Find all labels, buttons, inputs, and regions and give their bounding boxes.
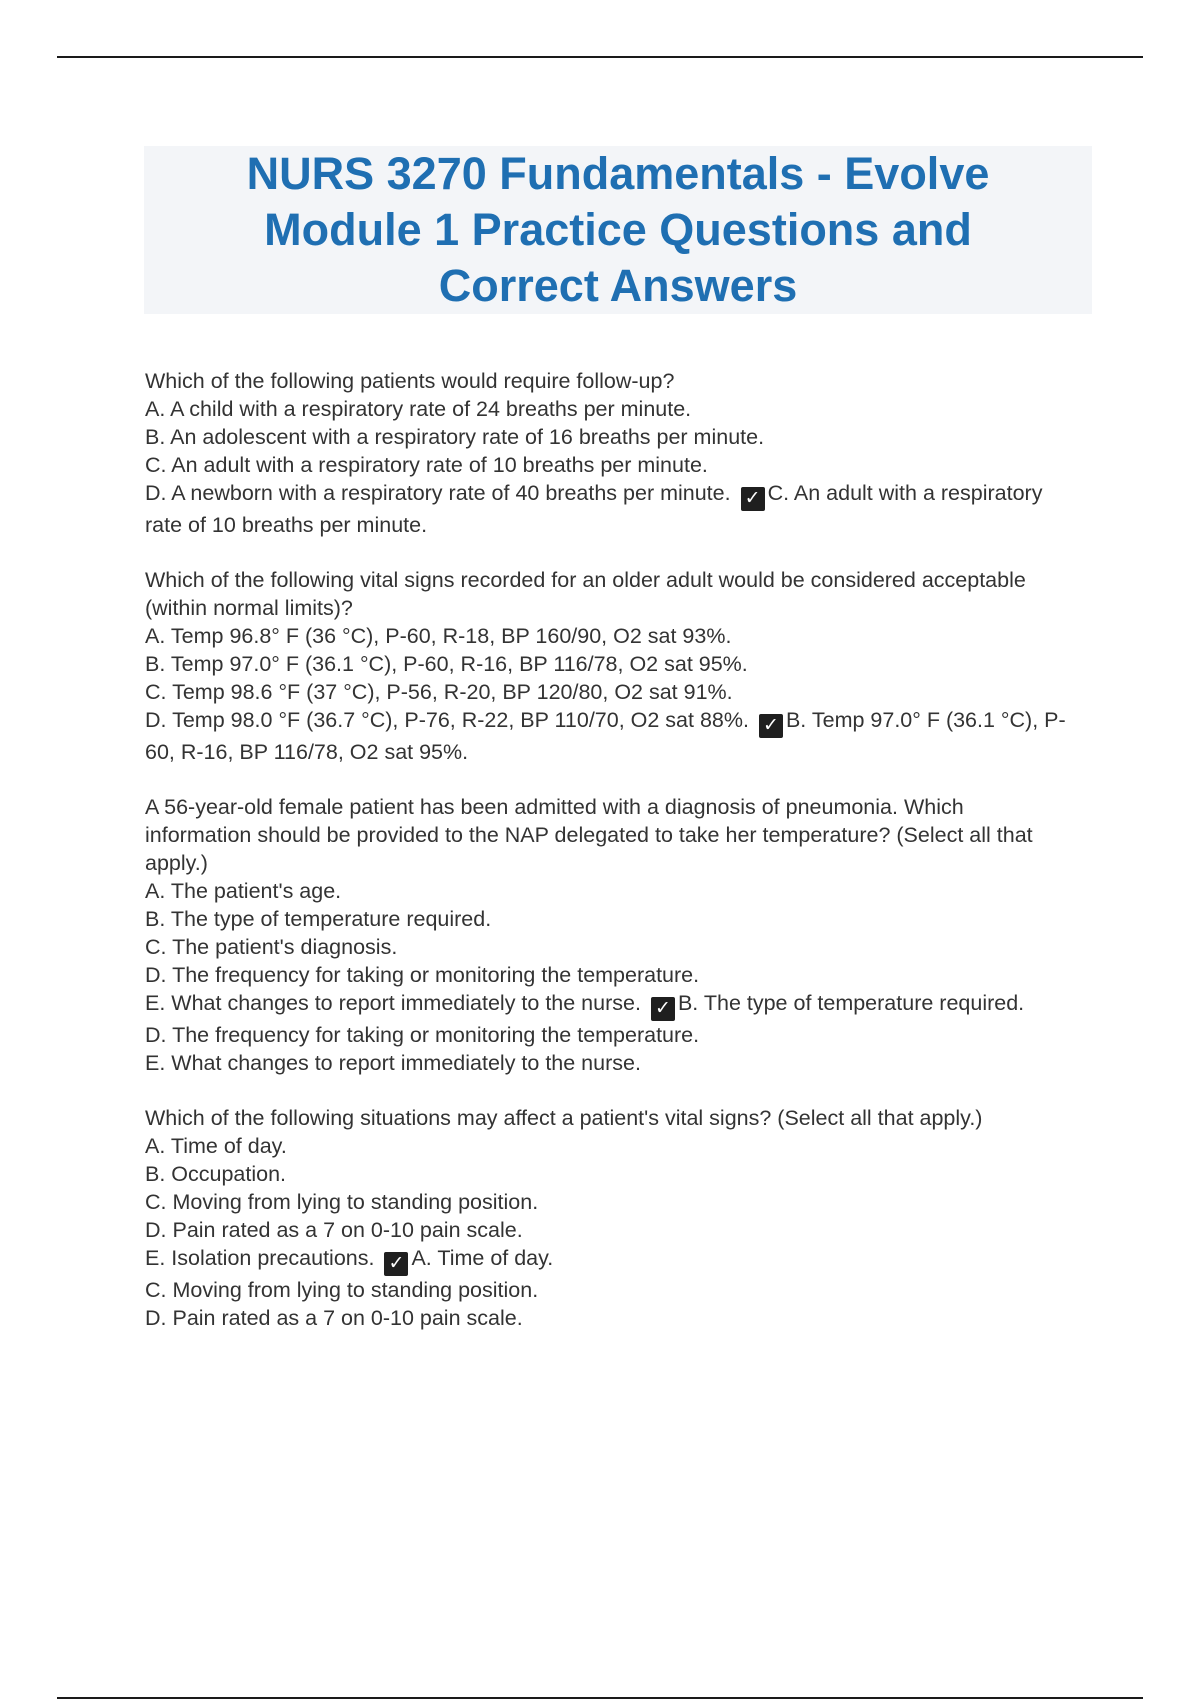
correct-answer: E. What changes to report immediately to the nurse.	[145, 1051, 641, 1075]
title-line: Correct Answers	[438, 260, 798, 311]
checkbox-checked-icon: ✓	[759, 714, 783, 738]
answer-option: A. The patient's age.	[145, 879, 342, 903]
header-rule	[57, 56, 1143, 58]
answer-option-with-key	[145, 1244, 1075, 1276]
checkbox-checked-icon: ✓	[384, 1252, 408, 1276]
question-block	[145, 367, 1075, 539]
correct-answer: C. Moving from lying to standing position.	[145, 1278, 539, 1302]
document-title	[144, 146, 1092, 314]
correct-answer: A. Time of day.	[411, 1246, 554, 1270]
correct-answer: B. Temp 97.0° F (36.1 °C), P-60, R-16, BP 116/78, O2 sat 95%.	[145, 708, 1066, 764]
question-block	[145, 793, 1075, 1077]
answer-option: D. A newborn with a respiratory rate of 40 breaths per minute.	[145, 481, 731, 505]
answer-option: B. An adolescent with a respiratory rate of 16 breaths per minute.	[145, 425, 765, 449]
checkbox-checked-icon: ✓	[651, 997, 675, 1021]
answer-option: D. The frequency for taking or monitoring the temperature.	[145, 963, 700, 987]
answer-option: B. The type of temperature required.	[145, 907, 492, 931]
correct-answer: B. The type of temperature required.	[677, 991, 1025, 1015]
answer-option: C. An adult with a respiratory rate of 10 breaths per minute.	[145, 453, 708, 477]
answer-option: A. A child with a respiratory rate of 24 breaths per minute.	[145, 397, 692, 421]
answer-option: B. Occupation.	[145, 1162, 287, 1186]
correct-answer: C. An adult with a respiratory rate of 10 breaths per minute.	[145, 481, 1043, 537]
question-block	[145, 1104, 1075, 1332]
answer-option: E. What changes to report immediately to the nurse.	[145, 991, 641, 1015]
question-stem: Which of the following situations may affect a patient's vital signs? (Select all that apply.)	[145, 1106, 983, 1130]
questions-list	[145, 367, 1075, 1359]
checkbox-checked-icon: ✓	[741, 487, 765, 511]
footer-rule	[57, 1697, 1143, 1699]
answer-option: D. Pain rated as a 7 on 0-10 pain scale.	[145, 1218, 523, 1242]
title-line: Module 1 Practice Questions and	[264, 204, 972, 255]
answer-option: E. Isolation precautions.	[145, 1246, 375, 1270]
question-stem: A 56-year-old female patient has been admitted with a diagnosis of pneumonia. Which information should be provided to the NAP delegated to take her temperature? (Select all that apply.)	[145, 795, 1033, 875]
answer-option-with-key	[145, 706, 1075, 766]
correct-answer: D. Pain rated as a 7 on 0-10 pain scale.	[145, 1306, 523, 1330]
question-block	[145, 566, 1075, 766]
title-line: NURS 3270 Fundamentals - Evolve	[246, 148, 990, 199]
answer-option-with-key	[145, 479, 1075, 539]
answer-option: C. Moving from lying to standing position.	[145, 1190, 539, 1214]
answer-option: C. Temp 98.6 °F (37 °C), P-56, R-20, BP 120/80, O2 sat 91%.	[145, 680, 733, 704]
answer-option-with-key	[145, 989, 1075, 1021]
question-stem: Which of the following patients would require follow-up?	[145, 369, 675, 393]
answer-option: C. The patient's diagnosis.	[145, 935, 398, 959]
answer-option: D. Temp 98.0 °F (36.7 °C), P-76, R-22, BP 110/70, O2 sat 88%.	[145, 708, 749, 732]
answer-option: A. Time of day.	[145, 1134, 287, 1158]
title-banner	[144, 146, 1092, 314]
question-stem: Which of the following vital signs recorded for an older adult would be considered acceptable (within normal limits)?	[145, 568, 1026, 620]
correct-answer: D. The frequency for taking or monitoring the temperature.	[145, 1023, 700, 1047]
answer-option: A. Temp 96.8° F (36 °C), P-60, R-18, BP 160/90, O2 sat 93%.	[145, 624, 732, 648]
answer-option: B. Temp 97.0° F (36.1 °C), P-60, R-16, BP 116/78, O2 sat 95%.	[145, 652, 748, 676]
